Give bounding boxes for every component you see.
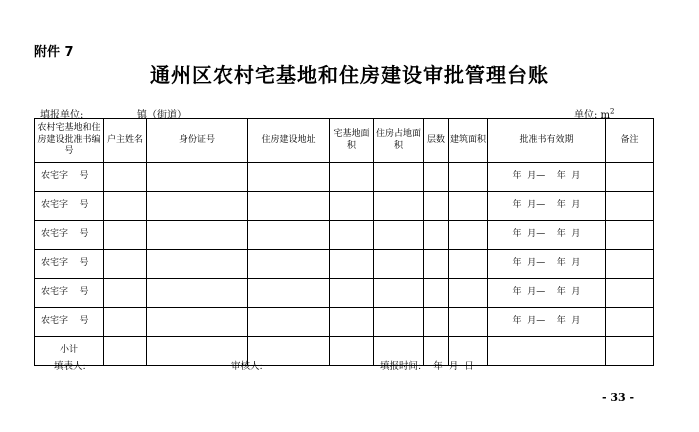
cell-empty (424, 279, 449, 308)
cell-serial: 农宅字 号 (35, 163, 104, 192)
cell-serial: 农宅字 号 (35, 221, 104, 250)
cell-empty (606, 163, 654, 192)
col-homestead-area: 宅基地面积 (330, 119, 374, 163)
col-validity: 批准书有效期 (488, 119, 606, 163)
cell-empty (104, 163, 147, 192)
col-address: 住房建设地址 (248, 119, 330, 163)
cell-empty (330, 250, 374, 279)
cell-empty (449, 221, 488, 250)
cell-empty (374, 250, 424, 279)
cell-empty (330, 163, 374, 192)
col-approval-number: 农村宅基地和住房建设批准书编号 (35, 119, 104, 163)
fill-date-label: 填报时间: 年 月 日 (380, 361, 474, 372)
subtotal-row (35, 337, 654, 366)
cell-empty (374, 308, 424, 337)
cell-empty (374, 192, 424, 221)
unit-prefix: 单位: m (574, 110, 611, 121)
table-row (35, 308, 654, 337)
table-row (35, 163, 654, 192)
cell-empty (606, 337, 654, 366)
col-footprint-area: 住房占地面积 (374, 119, 424, 163)
cell-empty (147, 192, 248, 221)
cell-empty (606, 308, 654, 337)
table-row (35, 192, 654, 221)
cell-empty (330, 308, 374, 337)
cell-empty (147, 221, 248, 250)
cell-validity: 年 月— 年 月 (488, 163, 606, 192)
cell-empty (248, 192, 330, 221)
header-row (35, 119, 654, 163)
cell-empty (449, 192, 488, 221)
cell-empty (606, 250, 654, 279)
cell-serial: 农宅字 号 (35, 192, 104, 221)
cell-empty (374, 279, 424, 308)
cell-empty (449, 279, 488, 308)
cell-empty (104, 250, 147, 279)
cell-empty (330, 221, 374, 250)
cell-empty (104, 308, 147, 337)
cell-empty (147, 308, 248, 337)
cell-empty (424, 163, 449, 192)
cell-validity: 年 月— 年 月 (488, 308, 606, 337)
col-id-number: 身份证号 (147, 119, 248, 163)
table-row (35, 221, 654, 250)
cell-empty (606, 221, 654, 250)
cell-empty (424, 308, 449, 337)
cell-empty (104, 221, 147, 250)
cell-empty (449, 308, 488, 337)
col-building-area: 建筑面积 (449, 119, 488, 163)
cell-validity: 年 月— 年 月 (488, 192, 606, 221)
cell-empty (488, 337, 606, 366)
cell-empty (147, 250, 248, 279)
cell-empty (104, 279, 147, 308)
col-householder-name: 户主姓名 (104, 119, 147, 163)
unit-superscript: 2 (610, 107, 615, 116)
cell-empty (374, 221, 424, 250)
document-title: 通州区农村宅基地和住房建设审批管理台账 (150, 63, 549, 87)
cell-empty (248, 221, 330, 250)
cell-empty (248, 279, 330, 308)
subtotal-label: 小计 (35, 337, 104, 366)
col-remarks: 备注 (606, 119, 654, 163)
cell-empty (248, 163, 330, 192)
cell-empty (424, 221, 449, 250)
cell-serial: 农宅字 号 (35, 250, 104, 279)
cell-empty (248, 250, 330, 279)
cell-empty (424, 192, 449, 221)
page-number: - 33 - (602, 391, 635, 404)
cell-empty (104, 192, 147, 221)
cell-empty (104, 337, 147, 366)
cell-serial: 农宅字 号 (35, 279, 104, 308)
attachment-label: 附件 7 (34, 45, 74, 60)
filler-label: 填表人: (54, 361, 86, 372)
cell-validity: 年 月— 年 月 (488, 279, 606, 308)
cell-validity: 年 月— 年 月 (488, 221, 606, 250)
col-floors: 层数 (424, 119, 449, 163)
ledger-table (34, 118, 654, 366)
cell-empty (330, 337, 374, 366)
cell-empty (147, 163, 248, 192)
cell-empty (330, 192, 374, 221)
reviewer-label: 审核人: (231, 361, 263, 372)
cell-empty (606, 279, 654, 308)
fill-unit-label: 填报单位: (40, 110, 84, 121)
table-row (35, 279, 654, 308)
cell-empty (374, 163, 424, 192)
town-label: 镇（街道） (137, 110, 187, 121)
cell-empty (606, 192, 654, 221)
cell-empty (248, 308, 330, 337)
cell-empty (147, 279, 248, 308)
table-row (35, 250, 654, 279)
cell-validity: 年 月— 年 月 (488, 250, 606, 279)
cell-empty (449, 250, 488, 279)
cell-serial: 农宅字 号 (35, 308, 104, 337)
cell-empty (424, 250, 449, 279)
cell-empty (330, 279, 374, 308)
cell-empty (449, 163, 488, 192)
